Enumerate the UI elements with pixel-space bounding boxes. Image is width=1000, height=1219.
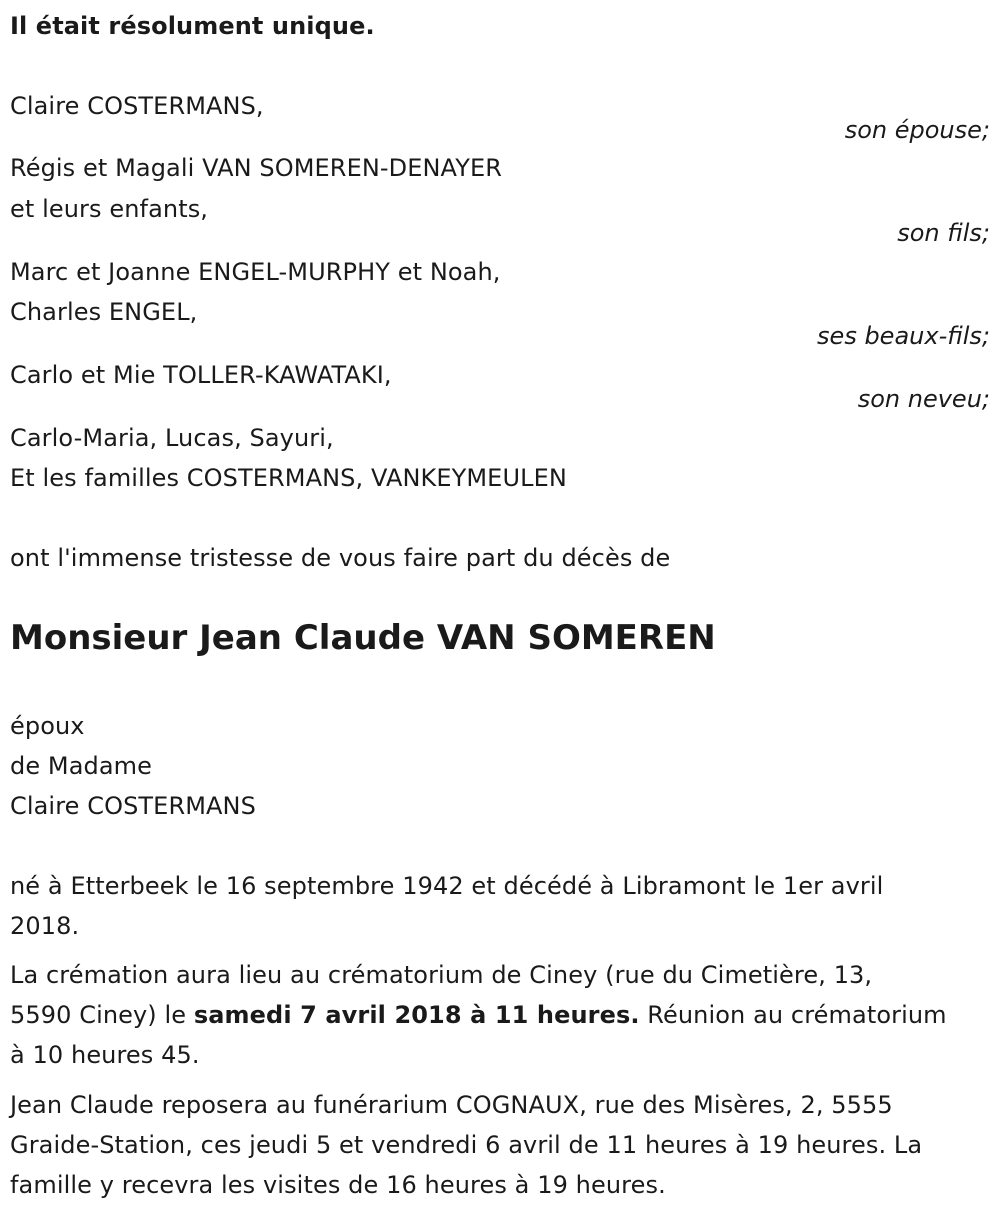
- visitation-line-3: famille y recevra les visites de 16 heures à 19 heures.: [10, 1171, 666, 1199]
- family-line-claire: Claire COSTERMANS,: [10, 92, 264, 120]
- spouse-line-madame: de Madame: [10, 752, 153, 780]
- announcement: ont l'immense tristesse de vous faire part du décès de: [10, 544, 671, 572]
- cremation-line-3: à 10 heures 45.: [10, 1041, 200, 1069]
- cremation-date: samedi 7 avril 2018 à 11 heures.: [193, 1001, 640, 1029]
- cremation-line-2: [10, 1001, 947, 1029]
- cremation-line-2-pre: 5590 Ciney) le: [10, 1001, 194, 1029]
- family-line-regis-children: et leurs enfants,: [10, 195, 209, 223]
- spouse-line-name: Claire COSTERMANS: [10, 792, 256, 820]
- family-line-carlo: Carlo et Mie TOLLER-KAWATAKI,: [10, 361, 392, 389]
- deceased-name: Monsieur Jean Claude VAN SOMEREN: [10, 618, 716, 658]
- family-line-marc: Marc et Joanne ENGEL-MURPHY et Noah,: [10, 258, 501, 286]
- relation-stepsons: ses beaux-fils;: [817, 322, 990, 350]
- family-line-families: Et les familles COSTERMANS, VANKEYMEULEN: [10, 464, 567, 492]
- tagline: Il était résolument unique.: [10, 12, 375, 40]
- relation-son: son fils;: [897, 219, 990, 247]
- birth-death-line-1: né à Etterbeek le 16 septembre 1942 et décédé à Libramont le 1er avril: [10, 872, 884, 900]
- family-line-charles: Charles ENGEL,: [10, 298, 198, 326]
- relation-spouse: son épouse;: [844, 116, 990, 144]
- spouse-line-epoux: époux: [10, 712, 85, 740]
- cremation-line-2-post: Réunion au crématorium: [639, 1001, 947, 1029]
- visitation-line-1: Jean Claude reposera au funérarium COGNAUX, rue des Misères, 2, 5555: [10, 1091, 893, 1119]
- visitation-line-2: Graide-Station, ces jeudi 5 et vendredi 6 avril de 11 heures à 19 heures. La: [10, 1131, 923, 1159]
- birth-death-line-2: 2018.: [10, 912, 80, 940]
- relation-nephew: son neveu;: [857, 385, 990, 413]
- family-line-grandchildren: Carlo-Maria, Lucas, Sayuri,: [10, 424, 334, 452]
- family-line-regis: Régis et Magali VAN SOMEREN-DENAYER: [10, 154, 503, 182]
- cremation-line-1: La crémation aura lieu au crématorium de Ciney (rue du Cimetière, 13,: [10, 961, 873, 989]
